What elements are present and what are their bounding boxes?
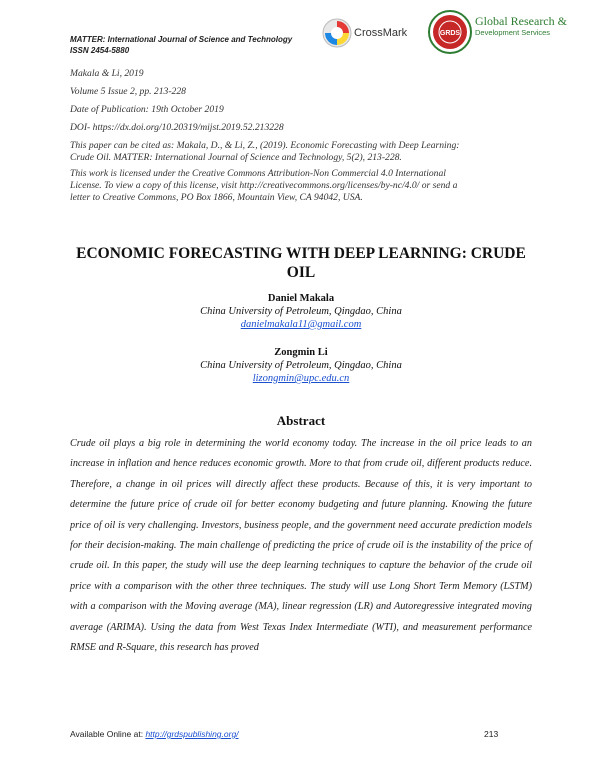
grds-logo [428, 10, 567, 54]
abstract-heading: Abstract [276, 413, 326, 428]
footer-availability [70, 729, 239, 739]
crossmark-logo[interactable] [322, 18, 407, 48]
citation-line-2: Crude Oil. MATTER: International Journal of Science and Technology, 5(2), 213-228. [70, 152, 402, 163]
authors-year: Makala & Li, 2019 [70, 68, 144, 79]
grds-name: Global Research & [475, 14, 567, 28]
citation-block [70, 140, 540, 164]
grds-seal-icon [428, 10, 472, 54]
article-metadata [70, 68, 540, 204]
crossmark-icon [322, 18, 352, 48]
author-affiliation: China University of Petroleum, Qingdao, China [200, 360, 402, 371]
footer-publisher-link[interactable]: http://grdspublishing.org/ [145, 729, 239, 739]
grds-subtitle: Development Services [475, 28, 551, 37]
crossmark-label: CrossMark [354, 27, 408, 39]
author-block-1 [70, 292, 532, 331]
author-email-link[interactable]: lizongmin@upc.edu.cn [252, 373, 350, 384]
license-block [70, 168, 540, 204]
author-block-2 [70, 346, 532, 385]
publication-date: Date of Publication: 19th October 2019 [70, 104, 224, 115]
author-email-link[interactable]: danielmakala11@gmail.com [240, 319, 362, 330]
journal-name: MATTER: International Journal of Science and Technology [70, 35, 293, 44]
svg-text:GRDS: GRDS [439, 30, 461, 37]
license-line-3: letter to Creative Commons, PO Box 1866, Mountain View, CA 94042, USA. [70, 192, 363, 203]
volume-info: Volume 5 Issue 2, pp. 213-228 [70, 86, 186, 97]
license-line-1: This work is licensed under the Creative Commons Attribution-Non Commercial 4.0 International [70, 168, 446, 179]
author-name: Zongmin Li [274, 347, 328, 358]
doi-link[interactable]: DOI- https://dx.doi.org/10.20319/mijst.2019.52.213228 [70, 122, 284, 133]
abstract-text: Crude oil plays a big role in determining the world economy today. The increase in the oil price leads to an increase in inflation and hence reduces economic growth. More to that from crude oil, different products reduce. Therefore, a change in oil prices will directly affect these products. Because of this, it is very important to determine the future price of crude oil for better economy budgeting and future planning. Knowing the future price of oil is very challenging. Investors, business people, and the government need accurate prediction models for their decision-making. The main challenge of predicting the price of crude oil is the instability of the price of crude oil. In this paper, the study will use the deep learning techniques to capture the behavior of the crude oil price with a comparison with the other three techniques. The study will use Long Short Term Memory (LSTM) with a comparison with the Moving average (MA), linear regression (LR) and Autoregressive integrated moving average (ARIMA). Using the data from West Texas Index Intermediate (WTI), and measurement performance RMSE and R-Square, this research has proved [70, 438, 532, 654]
author-affiliation: China University of Petroleum, Qingdao, China [200, 306, 402, 317]
footer-available-label: Available Online at: [70, 729, 146, 739]
paper-title: ECONOMIC FORECASTING WITH DEEP LEARNING: CRUDE OIL [76, 245, 526, 281]
author-name: Daniel Makala [267, 293, 335, 304]
journal-issn: ISSN 2454-5880 [70, 46, 130, 55]
citation-line-1: This paper can be cited as: Makala, D., & Li, Z., (2019). Economic Forecasting with Deep Learning: [70, 140, 460, 151]
license-line-2: License. To view a copy of this license, visit http://creativecommons.org/licenses/by-nc/4.0/ or send a [70, 180, 458, 191]
page-number: 213 [484, 729, 499, 739]
journal-header [70, 34, 292, 56]
